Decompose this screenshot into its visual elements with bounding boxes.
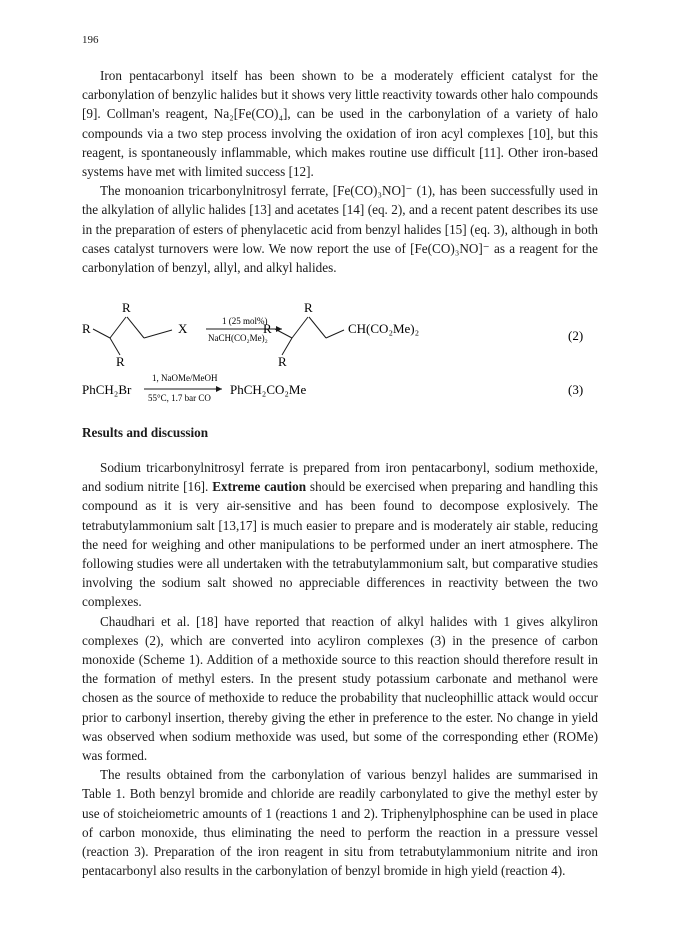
p3-text-a: Sodium tricarbonylnitrosyl ferrate is prepared from iron pentacarbonyl, sodium methoxide, and sodium nitrite [16]. bbox=[82, 460, 598, 495]
eq2-reagent-bottom: NaCH(CO₂Me)₂ bbox=[208, 333, 268, 343]
eq3-number: (3) bbox=[568, 382, 584, 397]
eq2-product: CH(CO₂Me)₂ bbox=[348, 321, 420, 336]
eq3-arrowhead bbox=[216, 386, 222, 392]
eq2-r-top-left: R bbox=[122, 300, 131, 315]
eq3-product: PhCH₂CO₂Me bbox=[230, 382, 307, 397]
eq3-reagent-bottom: 55°C, 1.7 bar CO bbox=[148, 393, 211, 403]
equation-2 bbox=[82, 300, 602, 372]
results-section bbox=[82, 425, 598, 441]
eq2-number: (2) bbox=[568, 328, 584, 343]
eq3-reagent-top: 1, NaOMe/MeOH bbox=[152, 373, 218, 383]
eq3-reactant: PhCH₂Br bbox=[82, 382, 132, 397]
extreme-caution: Extreme caution bbox=[212, 479, 307, 495]
section-heading: Results and discussion bbox=[82, 425, 209, 440]
paragraph-sodium-salt bbox=[82, 458, 598, 612]
eq2-r-bottom-right: R bbox=[278, 354, 287, 369]
paragraph-monoanion: The monoanion tricarbonylnitrosyl ferrate, [Fe(CO)₃NO]⁻ (1), has been successfully used in the alkylation of allylic halides [13] and acetates [14] (eq. 2), and a recent patent describes its use in the preparation of esters of phenylacetic acid from benzyl halides [15] (eq. 3), although in both cases catalyst turnovers were low. We now report the use of [Fe(CO)₃NO]⁻ as a reagent for the carbonylation of benzyl, allyl, and alkyl halides. bbox=[82, 183, 598, 276]
eq2-r-left: R bbox=[82, 321, 91, 336]
eq2-r-right: R bbox=[263, 321, 272, 336]
eq2-leaving-group: X bbox=[178, 321, 188, 336]
eq2-reagent-top: 1 (25 mol%) bbox=[222, 316, 268, 326]
page-number: 196 bbox=[82, 34, 99, 46]
paragraph-chaudhari: Chaudhari et al. [18] have reported that reaction of alkyl halides with 1 gives alkyliron complexes (2), which are converted into acyliron complexes (3) in the presence of carbon monoxide (Scheme 1). Addition of a methoxide source to this reaction should therefore result in the formation of methyl esters. In the present study potassium carbonate and methanol were chosen as the source of methoxide to reduce the probability that nucleophillic attack would occur prior to carbonyl insertion, thereby giving the ether in preference to the ester. No change in yield was observed when sodium methoxide was used, but some of the corresponding ether (ROMe) was formed. bbox=[82, 613, 598, 764]
intro-block bbox=[82, 66, 598, 277]
eq2-left-skeleton bbox=[93, 317, 172, 355]
paragraph-iron-pentacarbonyl: Iron pentacarbonyl itself has been shown to be a moderately efficient catalyst for the carbonylation of benzylic halides but it shows very little reactivity towards other halo compounds [9]. Collman's reagent, Na₂[Fe(CO)₄], can be used in the carbonylation of a variety of halo compounds via a two step process involving the oxidation of iron acyl complexes [10], but this reagent, is spontaneously inflammable, which makes routine use difficult [11]. Other iron-based systems have met with limited success [12]. bbox=[82, 68, 598, 180]
p3-text-b: should be exercised when preparing and handling this compound as it is very air-sensitive and has been found to decompose explosively. The tetrabutylammonium salt [13,17] is much easier to prepare and is moderately air stable, reducing the need for weighing and other manipulations to be performed under an inert atmosphere. The following studies were all undertaken with the tetrabutylammonium salt, but comparative studies involving the sodium salt showed no appreciable differences in reactivity between the two complexes. bbox=[82, 479, 599, 610]
equation-3 bbox=[82, 372, 602, 412]
eq2-right-skeleton bbox=[275, 317, 344, 355]
paragraph-results: The results obtained from the carbonylation of various benzyl halides are summarised in Table 1. Both benzyl bromide and chloride are readily carbonylated to give the methyl ester by use of stoicheiometric amounts of 1 (reactions 1 and 2). Triphenylphosphine can be used in place of carbon monoxide, thus eliminating the need to perform the reaction in a pressure vessel (reaction 3). Preparation of the iron reagent in situ from tetrabutylammonium nitrite and iron pentacarbonyl also results in the carbonylation of benzyl bromide in high yield (reaction 4). bbox=[82, 767, 598, 879]
eq2-r-top-right: R bbox=[304, 300, 313, 315]
results-body bbox=[82, 458, 598, 880]
eq2-r-bottom-left: R bbox=[116, 354, 125, 369]
